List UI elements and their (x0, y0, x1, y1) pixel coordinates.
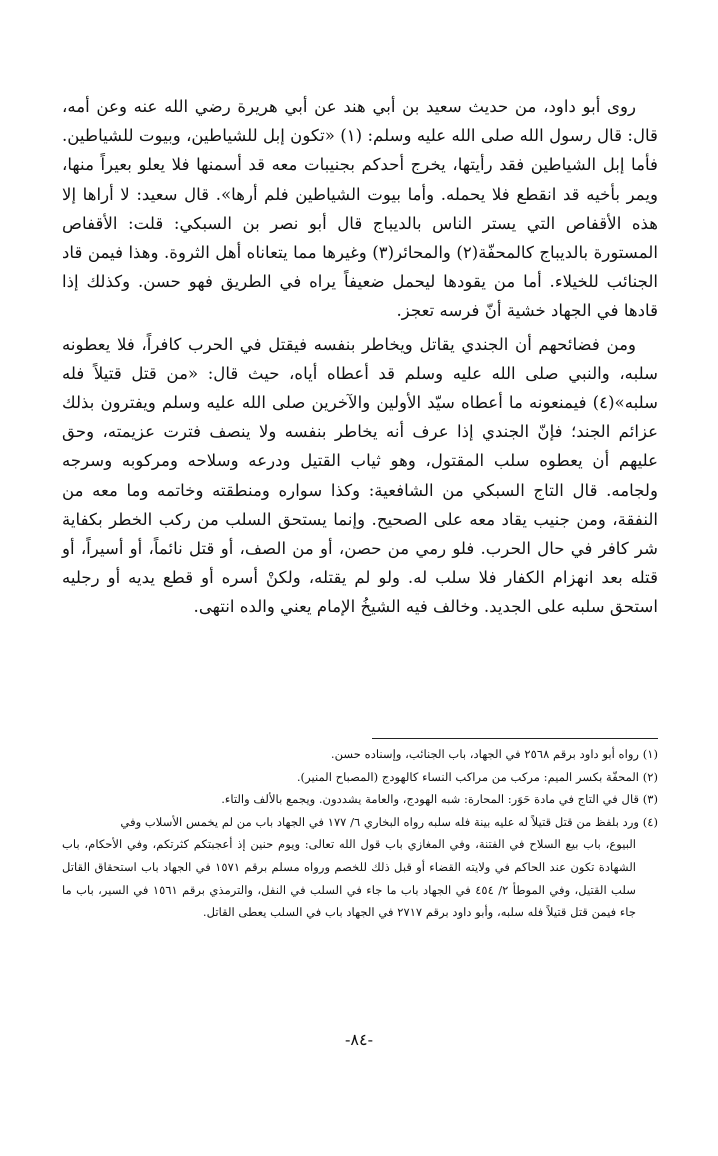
footnote-1: (١) رواه أبو داود برقم ٢٥٦٨ في الجهاد، باب الجنائب، وإسناده حسن. (330, 747, 658, 761)
footnote-2: (٢) المحفّة بكسر الميم: مركب من مراكب النساء كالهودج (المصباح المنير). (296, 769, 658, 784)
footnote-separator (372, 738, 658, 739)
footnote-4: (٤) ورد بلفظ من قتل قتيلاً له عليه بينة فله سلبه رواه البخاري ٦/ ١٧٧ في الجهاد باب من لم يخمس الأسلاب وفي (120, 814, 658, 829)
page-number: -٨٤- (345, 1030, 373, 1049)
paragraph-1: روى أبو داود، من حديث سعيد بن أبي هند عن أبي هريرة رضي الله عنه وعن أمه، قال: قال رسول الله صلى الله عليه وسلم: (١) «تكون إبل للشياطين، وبيوت للشياطين. فأما إبل الشياطين فقد رأيتها، يخرج أحدكم بجنيبات معه قد أسمنها فلا يعلو بعيراً منها، ويمر بأخيه قد انقطع فلا يحمله. وأما بيوت الشياطين فلم أرها». قال سعيد: لا أراها إلا هذه الأقفاص التي يستر الناس بالديباج قال أبو نصر بن السبكي: قلت: الأقفاص المستورة بالديباج كالمحفّة(٢) والمحائر(٣) وغيرها مما يتعاناه أهل الثروة. وهذا فيمن قاد الجنائب للخيلاء. أما من يقودها ليحمل ضعيفاً يراه في الطريق فهو حسن. وكذلك إذا قادها في الجهاد خشية أنّ فرسه تعجز. (62, 97, 658, 321)
footnotes (62, 743, 658, 924)
footnote-3: (٣) قال في التاج في مادة حَوَر: المحارة: شبه الهودج، والعامة يشددون. ويجمع بالألف والتاء. (221, 792, 658, 807)
main-text (62, 92, 658, 622)
paragraph-2: ومن فضائحهم أن الجندي يقاتل ويخاطر بنفسه فيقتل في الحرب كافراً، فلا يعطونه سلبه، والنبي صلى الله عليه وسلم قد أعطاه أياه، حيث قال: «من قتل قتيلاً فله سلبه»(٤) فيمنعونه ما أعطاه سيّد الأولين والآخرين صلى الله عليه وسلم ويفترون بذلك عزائم الجند؛ فإنّ الجندي إذا عرف أنه يخاطر بنفسه ولا ينصف فترت عزيمته، وحق عليهم أن يعطوه سلب المقتول، وهو ثياب القتيل ودرعه وسلاحه ومركوبه وسرجه ولجامه. قال التاج السبكي من الشافعية: وكذا سواره ومنطقته وخاتمه وما معه من النفقة، ومن جنيب يقاد معه على الصحيح. وإنما يستحق السلب من ركب الخطر بكفاية شر كافر في حال الحرب. فلو رمي من حصن، أو من الصف، أو قتل نائماً، أو أسيراً، أو قتله بعد انهزام الكفار فلا سلب له. ولو لم يقتله، ولكنْ أسره أو قطع يديه أو رجليه استحق سلبه على الجديد. وخالف فيه الشيخُ الإمام يعني والده انتهى. (62, 334, 658, 617)
footnote-4-continuation: البيوع، باب بيع السلاح في الفتنة، وفي المغازي باب قول الله تعالى: ويوم حنين إذ أعجبتكم كثرتكم، وفي الأحكام، باب الشهادة تكون عند الحاكم في ولايته القضاء أو قبل ذلك للخصم ورواه مسلم برقم ١٥٧١ في الجهاد باب استحقاق القاتل سلب القتيل، وفي الموطأ ٢/ ٤٥٤ في الجهاد باب ما جاء في السلب في النفل، والترمذي برقم ١٥٦١ في السير، باب ما جاء فيمن قتل قتيلاً فله سلبه، وأبو داود برقم ٢٧١٧ في الجهاد باب في السلب يعطى القاتل. (62, 837, 636, 920)
